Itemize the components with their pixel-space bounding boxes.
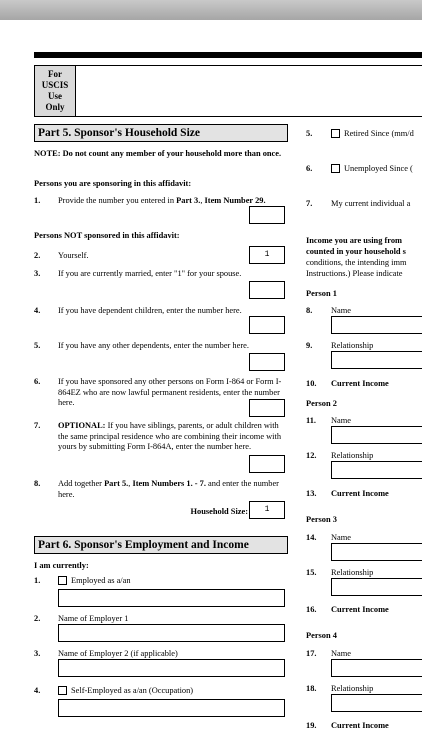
right-column [302, 0, 422, 750]
item-number: 3. [34, 649, 41, 658]
item-number: 2. [34, 251, 41, 260]
item-3-input[interactable] [249, 281, 285, 299]
uscis-use-label: For USCIS Use Only [35, 66, 76, 116]
item-3-text: If you are currently married, enter "1" for your spouse. [58, 269, 242, 278]
item-number: 1. [34, 576, 41, 585]
item-2-text: Yourself. [58, 251, 89, 260]
item-number: 11. [306, 416, 317, 425]
item-number: 9. [306, 341, 313, 350]
item-number: 4. [34, 306, 41, 315]
item-number: 7. [306, 199, 313, 208]
self-employed-input[interactable] [58, 699, 285, 717]
person-3-heading: Person 3 [306, 515, 337, 524]
item-8-text: Add together Part 5., Item Numbers 1. - 7. and enter the number here. [58, 479, 279, 499]
person-4-heading: Person 4 [306, 631, 337, 640]
employer-1-input[interactable] [58, 624, 285, 642]
item-number: 18. [306, 684, 317, 693]
sponsoring-heading: Persons you are sponsoring in this affidavit: [34, 179, 192, 188]
not-sponsored-heading: Persons NOT sponsored in this affidavit: [34, 231, 180, 240]
item-6-input[interactable] [249, 399, 285, 417]
item-number: 5. [34, 341, 41, 350]
current-income-label: Current Income [331, 605, 389, 614]
name-label: Name [331, 533, 351, 542]
relationship-label: Relationship [331, 568, 374, 577]
item-number: 16. [306, 605, 317, 614]
item-number: 8. [306, 306, 313, 315]
item-number: 6. [34, 377, 41, 386]
item-number: 3. [34, 269, 41, 278]
item-number: 6. [306, 164, 313, 173]
retired-checkbox[interactable] [331, 129, 340, 138]
person-3-relationship-input[interactable] [331, 578, 422, 596]
item-number: 15. [306, 568, 317, 577]
item-number: 13. [306, 489, 317, 498]
employer-2-input[interactable] [58, 659, 285, 677]
relationship-label: Relationship [331, 451, 374, 460]
unemployed-checkbox[interactable] [331, 164, 340, 173]
item-number: 8. [34, 479, 41, 488]
person-3-name-input[interactable] [331, 543, 422, 561]
self-employed-checkbox[interactable] [58, 686, 67, 695]
item-number: 7. [34, 421, 41, 430]
person-2-heading: Person 2 [306, 399, 337, 408]
item-4-input[interactable] [249, 316, 285, 334]
part5-header: Part 5. Sponsor's Household Size [34, 124, 288, 142]
item-5-input[interactable] [249, 353, 285, 371]
part5-note: NOTE: Do not count any member of your household more than once. [34, 149, 282, 158]
person-1-heading: Person 1 [306, 289, 337, 298]
household-size-input[interactable]: 1 [249, 501, 285, 519]
currently-label: I am currently: [34, 561, 89, 570]
item-7-input[interactable] [249, 455, 285, 473]
person-1-name-input[interactable] [331, 316, 422, 334]
current-income-label: Current Income [331, 489, 389, 498]
person-1-relationship-input[interactable] [331, 351, 422, 369]
item-5-text: If you have any other dependents, enter the number here. [58, 341, 249, 350]
relationship-label: Relationship [331, 341, 374, 350]
employed-label: Employed as a/an [71, 576, 131, 585]
name-label: Name [331, 649, 351, 658]
item-1-input[interactable] [249, 206, 285, 224]
employer-1-label: Name of Employer 1 [58, 614, 129, 623]
person-2-name-input[interactable] [331, 426, 422, 444]
employed-checkbox[interactable] [58, 576, 67, 585]
current-income-label: Current Income [331, 721, 389, 730]
employed-as-input[interactable] [58, 589, 285, 607]
employer-2-label: Name of Employer 2 (if applicable) [58, 649, 178, 658]
individual-income-label: My current individual a [331, 199, 411, 208]
person-4-relationship-input[interactable] [331, 694, 422, 712]
self-employed-label: Self-Employed as a/an (Occupation) [71, 686, 194, 695]
item-6-text: If you have sponsored any other persons on Form I-864 or Form I-864EZ who are now lawful permanent residents, enter the number here. [58, 377, 282, 408]
item-number: 10. [306, 379, 317, 388]
item-number: 1. [34, 196, 41, 205]
income-text-4: Instructions.) Please indicate [306, 269, 403, 278]
income-text-1: Income you are using from [306, 236, 403, 245]
item-number: 4. [34, 686, 41, 695]
income-text-2: counted in your household s [306, 247, 406, 256]
item-number: 19. [306, 721, 317, 730]
relationship-label: Relationship [331, 684, 374, 693]
unemployed-label: Unemployed Since ( [344, 164, 413, 173]
part6-header: Part 6. Sponsor's Employment and Income [34, 536, 288, 554]
retired-label: Retired Since (mm/d [344, 129, 414, 138]
item-number: 12. [306, 451, 317, 460]
name-label: Name [331, 416, 351, 425]
name-label: Name [331, 306, 351, 315]
item-2-input[interactable]: 1 [249, 246, 285, 264]
item-number: 17. [306, 649, 317, 658]
item-number: 2. [34, 614, 41, 623]
income-text-3: conditions, the intending imm [306, 258, 407, 267]
item-number: 5. [306, 129, 313, 138]
item-number: 14. [306, 533, 317, 542]
item-7-text: OPTIONAL: If you have siblings, parents, or adult children with the same principal residence who are combining their income with yours by submitting Form I-864A, enter the number here. [58, 421, 282, 452]
household-size-label: Household Size: [190, 507, 248, 516]
item-4-text: If you have dependent children, enter the number here. [58, 306, 242, 315]
item-1-text: Provide the number you entered in Part 3., Item Number 29. [58, 196, 266, 205]
current-income-label: Current Income [331, 379, 389, 388]
person-2-relationship-input[interactable] [331, 461, 422, 479]
person-4-name-input[interactable] [331, 659, 422, 677]
